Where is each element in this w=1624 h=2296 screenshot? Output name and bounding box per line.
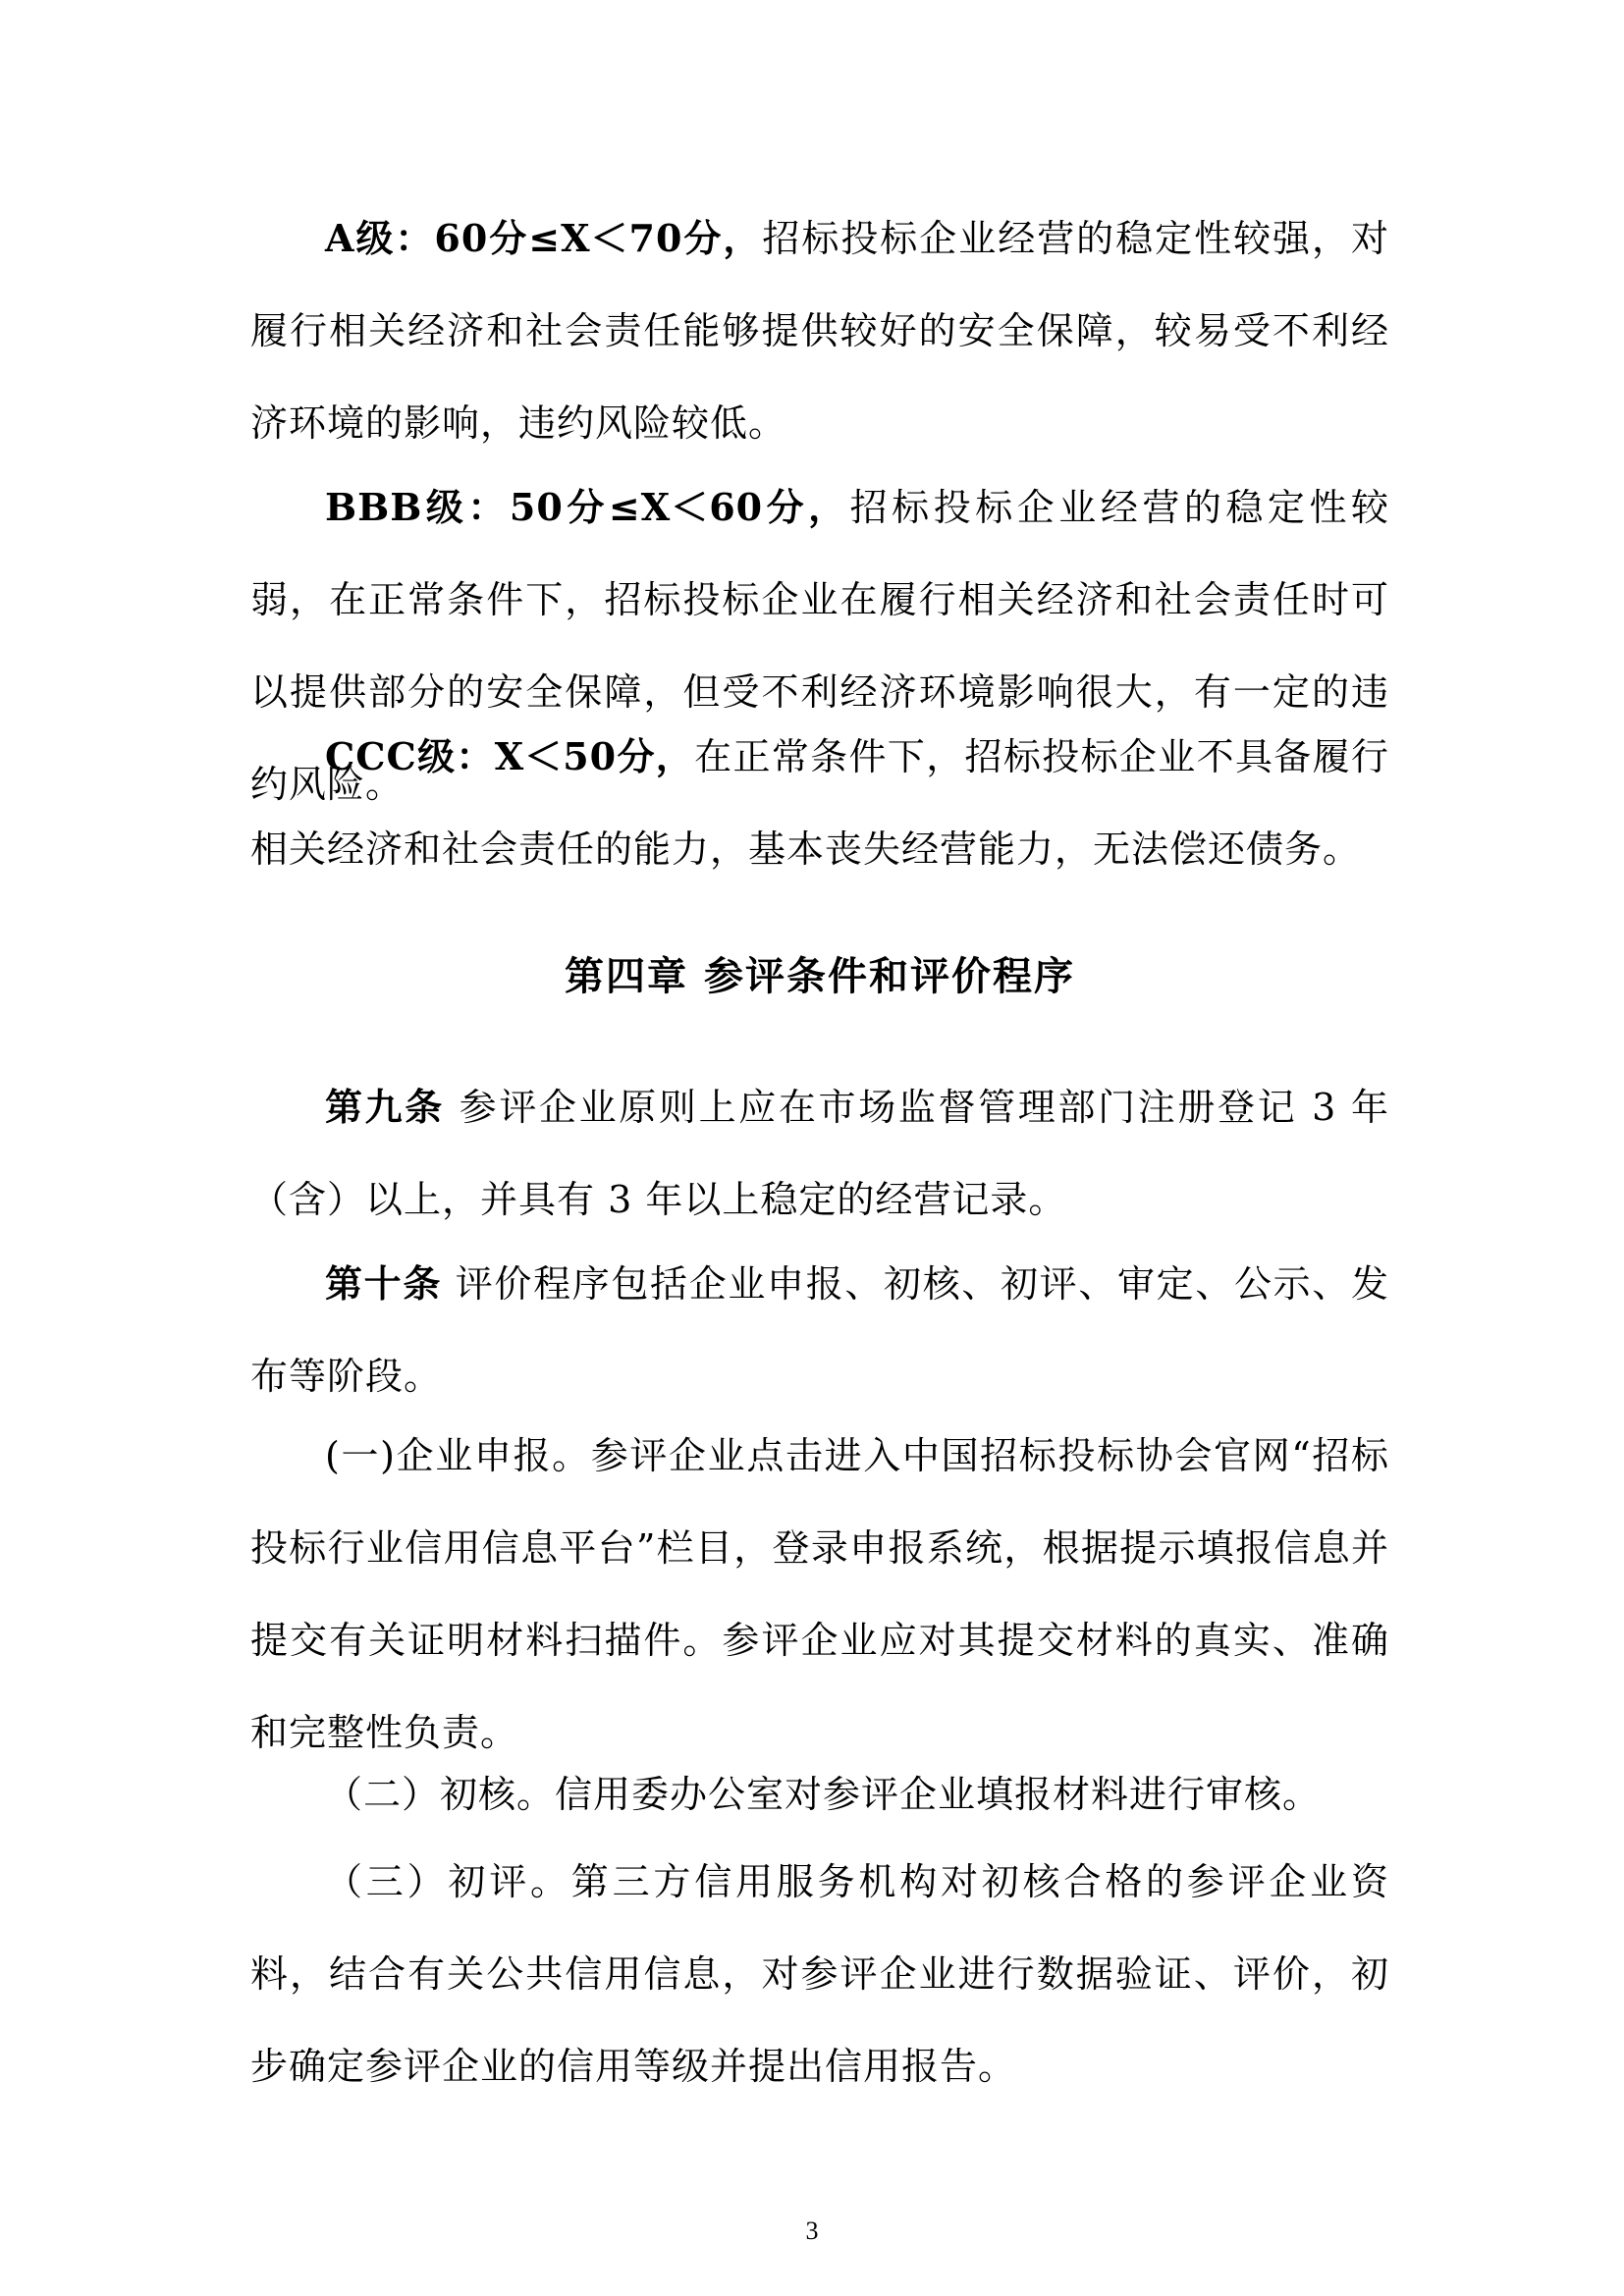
grade-bbb-lead: BBB级：50分≤X＜60分， xyxy=(325,485,850,529)
article-9 xyxy=(250,1061,1389,1246)
article-10-lead: 第十条 xyxy=(325,1261,442,1306)
page-number: 3 xyxy=(805,2216,819,2245)
grade-a-lead: A级：60分≤X＜70分， xyxy=(325,216,763,260)
article-10-text: 评价程序包括企业申报、初核、初评、审定、公示、发布等阶段。 xyxy=(250,1262,1389,1398)
article-9-lead: 第九条 xyxy=(325,1085,445,1129)
grade-a-text: 招标投标企业经营的稳定性较强，对履行相关经济和社会责任能够提供较好的安全保障，较易受不利经济环境的影响，违约风险较低。 xyxy=(250,217,1389,445)
grade-ccc-text: 在正常条件下，招标投标企业不具备履行相关经济和社会责任的能力，基本丧失经营能力，无法偿还债务。 xyxy=(250,735,1389,871)
article-9-text: 参评企业原则上应在市场监督管理部门注册登记 3 年（含）以上，并具有 3 年以上稳定的经营记录。 xyxy=(250,1086,1389,1221)
grade-ccc-lead: CCC级：X＜50分， xyxy=(325,734,695,778)
paragraph-grade-ccc xyxy=(250,711,1389,895)
chapter-heading: 第四章 参评条件和评价程序 xyxy=(565,953,1075,999)
item-enterprise-declaration: (一)企业申报。参评企业点击进入中国招标投标协会官网“招标投标行业信用信息平台”栏目，登录申报系统，根据提示填报信息并提交有关证明材料扫描件。参评企业应对其提交材料的真实、准确和完整性负责。 xyxy=(250,1434,1389,1754)
grade-bbb-text: 招标投标企业经营的稳定性较弱，在正常条件下，招标投标企业在履行相关经济和社会责任时可以提供部分的安全保障，但受不利经济环境影响很大，有一定的违约风险。 xyxy=(250,486,1389,806)
item-preliminary-evaluation: （三）初评。第三方信用服务机构对初核合格的参评企业资料，结合有关公共信用信息，对参评企业进行数据验证、评价，初步确定参评企业的信用等级并提出信用报告。 xyxy=(250,1860,1389,2088)
paragraph-grade-a xyxy=(250,192,1389,469)
item-preliminary-check: （二）初核。信用委办公室对参评企业填报材料进行审核。 xyxy=(325,1773,1322,1816)
article-10 xyxy=(250,1238,1389,1422)
